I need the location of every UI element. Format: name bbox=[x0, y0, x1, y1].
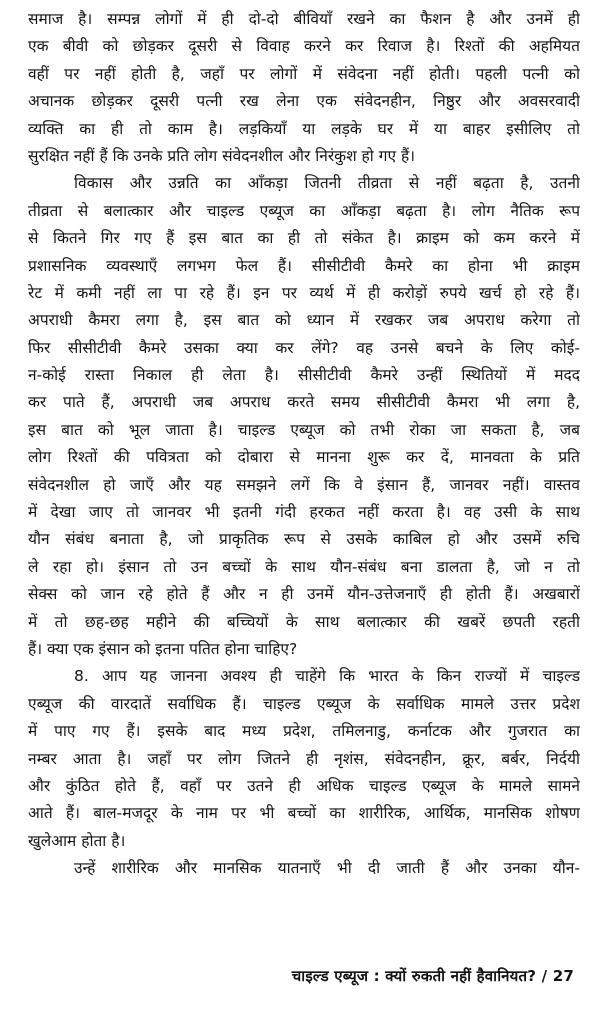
text-line: खुलेआम होता है। bbox=[28, 831, 126, 850]
body-text bbox=[28, 6, 580, 883]
text-line-paragraph-start: विकास और उन्नति का आँकड़ा जितनी तीव्रता से नहीं बढ़ता है, उतनी bbox=[74, 174, 580, 193]
text-line: तीव्रता से बलात्कार और चाइल्ड एब्यूज का आँकड़ा बढ़ता है। लोग नैतिक रूप bbox=[28, 201, 580, 220]
text-line-paragraph-start: 8. आप यह जानना अवश्य ही चाहेंगे कि भारत के किन राज्यों में चाइल्ड bbox=[74, 667, 580, 686]
text-line: आते हैं। बाल-मजदूर के नाम पर भी बच्चों का शारीरिक, आर्थिक, मानसिक शोषण bbox=[28, 804, 580, 823]
page-footer-running-title: चाइल्ड एब्यूज : क्यों रुकती नहीं हैवानियत? / 27 bbox=[291, 967, 574, 985]
text-line: इस बात को भूल जाता है। चाइल्ड एब्यूज को तभी रोका जा सकता है, जब bbox=[28, 420, 580, 439]
text-line: से कितने गिर गए हैं इस बात का ही तो संकेत है। क्राइम को कम करने में bbox=[28, 229, 580, 248]
text-line: वहीं पर नहीं होती है, जहाँ पर लोगों में संवेदना नहीं होती। पहली पत्नी को bbox=[28, 64, 580, 83]
text-line: यौन संबंध बनाता है, जो प्राकृतिक रूप से उसके काबिल हो और उसमें रुचि bbox=[28, 530, 580, 549]
text-line: एक बीवी को छोड़कर दूसरी से विवाह करने कर रिवाज है। रिश्तों की अहमियत bbox=[28, 37, 580, 56]
text-line: ले रहा हो। इंसान तो उन बच्चों के साथ यौन-संबंध बना डालता है, जो न तो bbox=[28, 557, 580, 576]
text-line-paragraph-start: उन्हें शारीरिक और मानसिक यातनाएँ भी दी जाती हैं और उनका यौन- bbox=[74, 859, 580, 878]
text-line: सुरक्षित नहीं हैं कि उनके प्रति लोग संवेदनशील और निरंकुश हो गए हैं। bbox=[28, 146, 416, 165]
text-line: हैं। क्या एक इंसान को इतना पतित होना चाहिए? bbox=[28, 639, 298, 658]
text-line: संवेदनशील हो जाएँ और यह समझने लगें कि वे इंसान हैं, जानवर नहीं। वास्तव bbox=[28, 475, 580, 494]
text-line: अपराधी कैमरा लगा है, इस बात को ध्यान में रखकर जब अपराध करेगा तो bbox=[28, 311, 580, 330]
text-line: न-कोई रास्ता निकाल ही लेता है। सीसीटीवी कैमरे उन्हीं स्थितियों में मदद bbox=[28, 366, 580, 385]
text-line: व्यक्ति का ही तो काम है। लड़कियाँ या लड़के घर में या बाहर इसीलिए तो bbox=[28, 119, 580, 138]
text-line: फिर सीसीटीवी कैमरे उसका क्या कर लेंगे? वह उनसे बचने के लिए कोई- bbox=[28, 338, 580, 357]
text-line: में पाए गए हैं। इसके बाद मध्य प्रदेश, तमिलनाडु, कर्नाटक और गुजरात का bbox=[28, 722, 580, 741]
text-line: नम्बर आता है। जहाँ पर लोग जितने ही नृशंस, संवेदनहीन, क्रूर, बर्बर, निर्दयी bbox=[28, 749, 580, 768]
text-line: सेक्स को जान रहे होते हैं और न ही उनमें यौन-उत्तेजनाएँ ही होती हैं। अखबारों bbox=[28, 585, 580, 604]
text-line: अचानक छोड़कर दूसरी पत्नी रख लेना एक संवेदनहीन, निष्ठुर और अवसरवादी bbox=[28, 92, 580, 111]
text-line: लोग रिश्तों की पवित्रता को दोबारा से मानना शुरू कर दें, मानवता के प्रति bbox=[28, 448, 580, 467]
text-line: में देखा जाए तो जानवर भी इतनी गंदी हरकत नहीं करता है। वह उसी के साथ bbox=[28, 503, 580, 522]
text-line: कर पाते हैं, अपराधी जब अपराध करते समय सीसीटीवी कैमरा भी लगा है, bbox=[28, 393, 580, 412]
text-line: और कुंठित होते हैं, वहाँ पर उतने ही अधिक चाइल्ड एब्यूज के मामले सामने bbox=[28, 776, 580, 795]
text-line: में तो छह-छह महीने की बच्चियों के साथ बलात्कार की खबरें छपती रहती bbox=[28, 612, 580, 631]
text-line: समाज है। सम्पन्न लोगों में ही दो-दो बीवियाँ रखने का फैशन है और उनमें ही bbox=[28, 10, 580, 28]
text-line: एब्यूज की वारदातें सर्वाधिक हैं। चाइल्ड एब्यूज के सर्वाधिक मामले उत्तर प्रदेश bbox=[28, 694, 580, 713]
text-line: प्रशासनिक व्यवस्थाएँ लगभग फेल हैं। सीसीटीवी कैमरे का होना भी क्राइम bbox=[28, 256, 580, 275]
text-line: रेट में कमी नहीं ला पा रहे हैं। इन पर व्यर्थ में ही करोड़ों रुपये खर्च हो रहे हैं। bbox=[28, 283, 580, 302]
